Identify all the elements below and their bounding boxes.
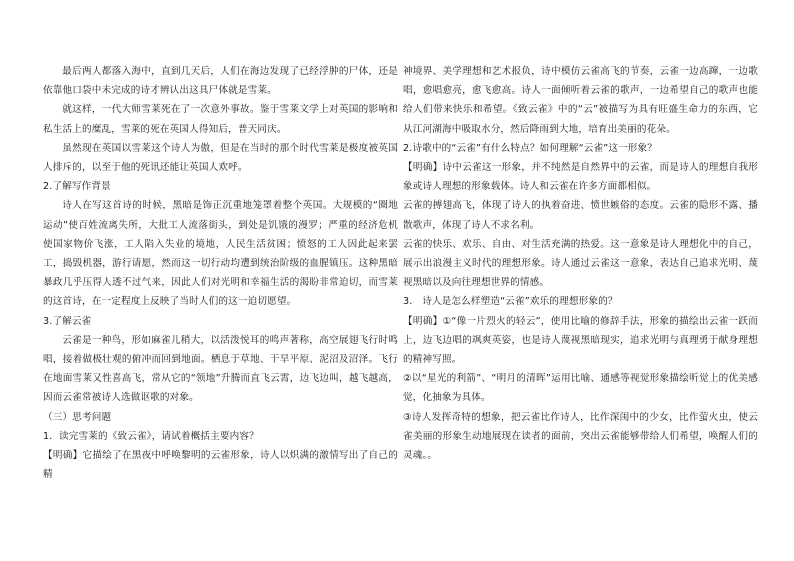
- left-column: [43, 62, 398, 484]
- answer-tag: 【明确】: [403, 162, 443, 174]
- answer-3: [403, 312, 758, 370]
- paragraph-accident: 就这样，一代大师雪莱死在了一次意外事故。鉴于雪莱文学上对英国的影响和私生活上的糜乱，雪莱的死在英国人得知后，普天同庆。: [43, 104, 398, 135]
- paragraph-skylark-joy: 云雀的快乐、欢乐、自由、对生活充满的热爱。这一意象是诗人理想化中的自己，展示出浪漫主义时代的理想形象。诗人通过云雀这一意象，表达自己追求光明、蔑视黑暗以及向往理想世界的情感。: [403, 238, 758, 289]
- heading-skylark: 3.了解云雀: [43, 315, 92, 327]
- answer-2-text: 诗中云雀这一形象，并不纯然是自然界中的云雀，而是诗人的理想自我形象或诗人理想的形象载体。诗人和云雀在许多方面都相似。: [403, 162, 758, 193]
- heading-questions: （三）思考问题: [43, 411, 112, 423]
- paragraph-skylark: 云雀是一种鸟，形如麻雀儿稍大，以活泼悦耳的鸣声著称，高空展翅飞行时鸣唱，接着做极壮观的俯冲而回到地面。栖息于草地、干旱平原、泥沼及沼泽。飞行在地面雪莱又性喜高飞，常从它的“领地”升腾而直飞云霄，边飞边叫，越飞越高，因而云雀常被诗人选做讴歌的对象。: [43, 334, 398, 404]
- answer-1: [43, 446, 398, 484]
- right-column: [403, 62, 758, 465]
- paragraph-metaphor: ②以“星光的利箭”、“明月的清晖”运用比喻、通感等视觉形象描绘听觉上的优美感觉，化抽象为具体。: [403, 373, 758, 404]
- question-2: 2.诗歌中的“云雀”有什么特点？如何理解“云雀”这一形象？: [403, 142, 658, 154]
- heading-writing-background: 2.了解写作背景: [43, 181, 111, 193]
- paragraph-background: 诗人在写这首诗的时候，黑暗是饰正沉重地笼罩着整个英国。大规模的“圈地运动”使百姓流离失所，大批工人流落街头，到处是饥饿的漫罗；严重的经济危机使国家物价飞涨，工人陷入失业的境地，人民生活贫困；愤怒的工人因此起来罢工，捣毁机器，游行请愿，然而这一切行动均遭到统治阶级的血腥镇压。这种黑暗暴政几乎压得人透不过气来，因此人们对光明和幸福生活的渴盼非常迫切，而雪莱的这首诗，在一定程度上反映了当时人们的这一迫切愿望。: [43, 200, 398, 308]
- paragraph-imagination: ③诗人发挥奇特的想象，把云雀比作诗人，比作深闺中的少女，比作萤火虫，使云雀美丽的形象生动地展现在读者的面前，突出云雀能够带给人们希望，唤醒人们的灵魂。。: [403, 411, 758, 462]
- answer-tag: 【明确】: [403, 315, 443, 327]
- paragraph-shelley-death: 最后两人都落入海中，直到几天后，人们在海边发现了已经浮肿的尸体，还是依靠他口袋中未完成的诗才辨认出这具尸体就是雪莱。: [43, 66, 398, 97]
- answer-1-text: 它描绘了在黑夜中呼唤黎明的云雀形象，诗人以炽满的激情写出了自己的精: [43, 450, 398, 481]
- answer-tag: 【明确】: [43, 450, 83, 462]
- question-1: 1．读完雪莱的《致云雀》，请试着概括主要内容？: [43, 430, 259, 442]
- paragraph-rejection: 虽然现在英国以雪莱这个诗人为傲，但是在当时的那个时代雪莱是极度被英国人排斥的，以至于他的死讯还能让英国人欢呼。: [43, 142, 398, 174]
- answer-1-continued: 神境界、美学理想和艺术报负，诗中模仿云雀高飞的节奏，云雀一边高蹿，一边歌唱，愈唱愈亮，愈飞愈高。诗人一面倾听着云雀的歌声，一边希望自己的歌声也能给人们带来快乐和希望。《致云雀》中的“云”被描写为具有旺盛生命力的东西，它从江河湖海中吸取水分，然后降雨到大地，培育出美丽的花朵。: [403, 66, 758, 135]
- answer-3-text: ①“像一片烈火的轻云”，使用比喻的修辞手法，形象的描绘出云雀一跃而上，边飞边唱的飒爽英姿，也是诗人蔑视黑暗现实，追求光明与真理勇于献身理想的精神写照。: [403, 315, 758, 366]
- question-3: 3. 诗人是怎么样塑造“云雀”欢乐的理想形象的？: [403, 296, 618, 308]
- paragraph-skylark-flight: 云雀的搏翅高飞，体现了诗人的执着奋进、愤世嫉俗的态度。云雀的隐形不露、播散歌声，体现了诗人不求名利。: [403, 200, 758, 231]
- answer-2: [403, 158, 758, 196]
